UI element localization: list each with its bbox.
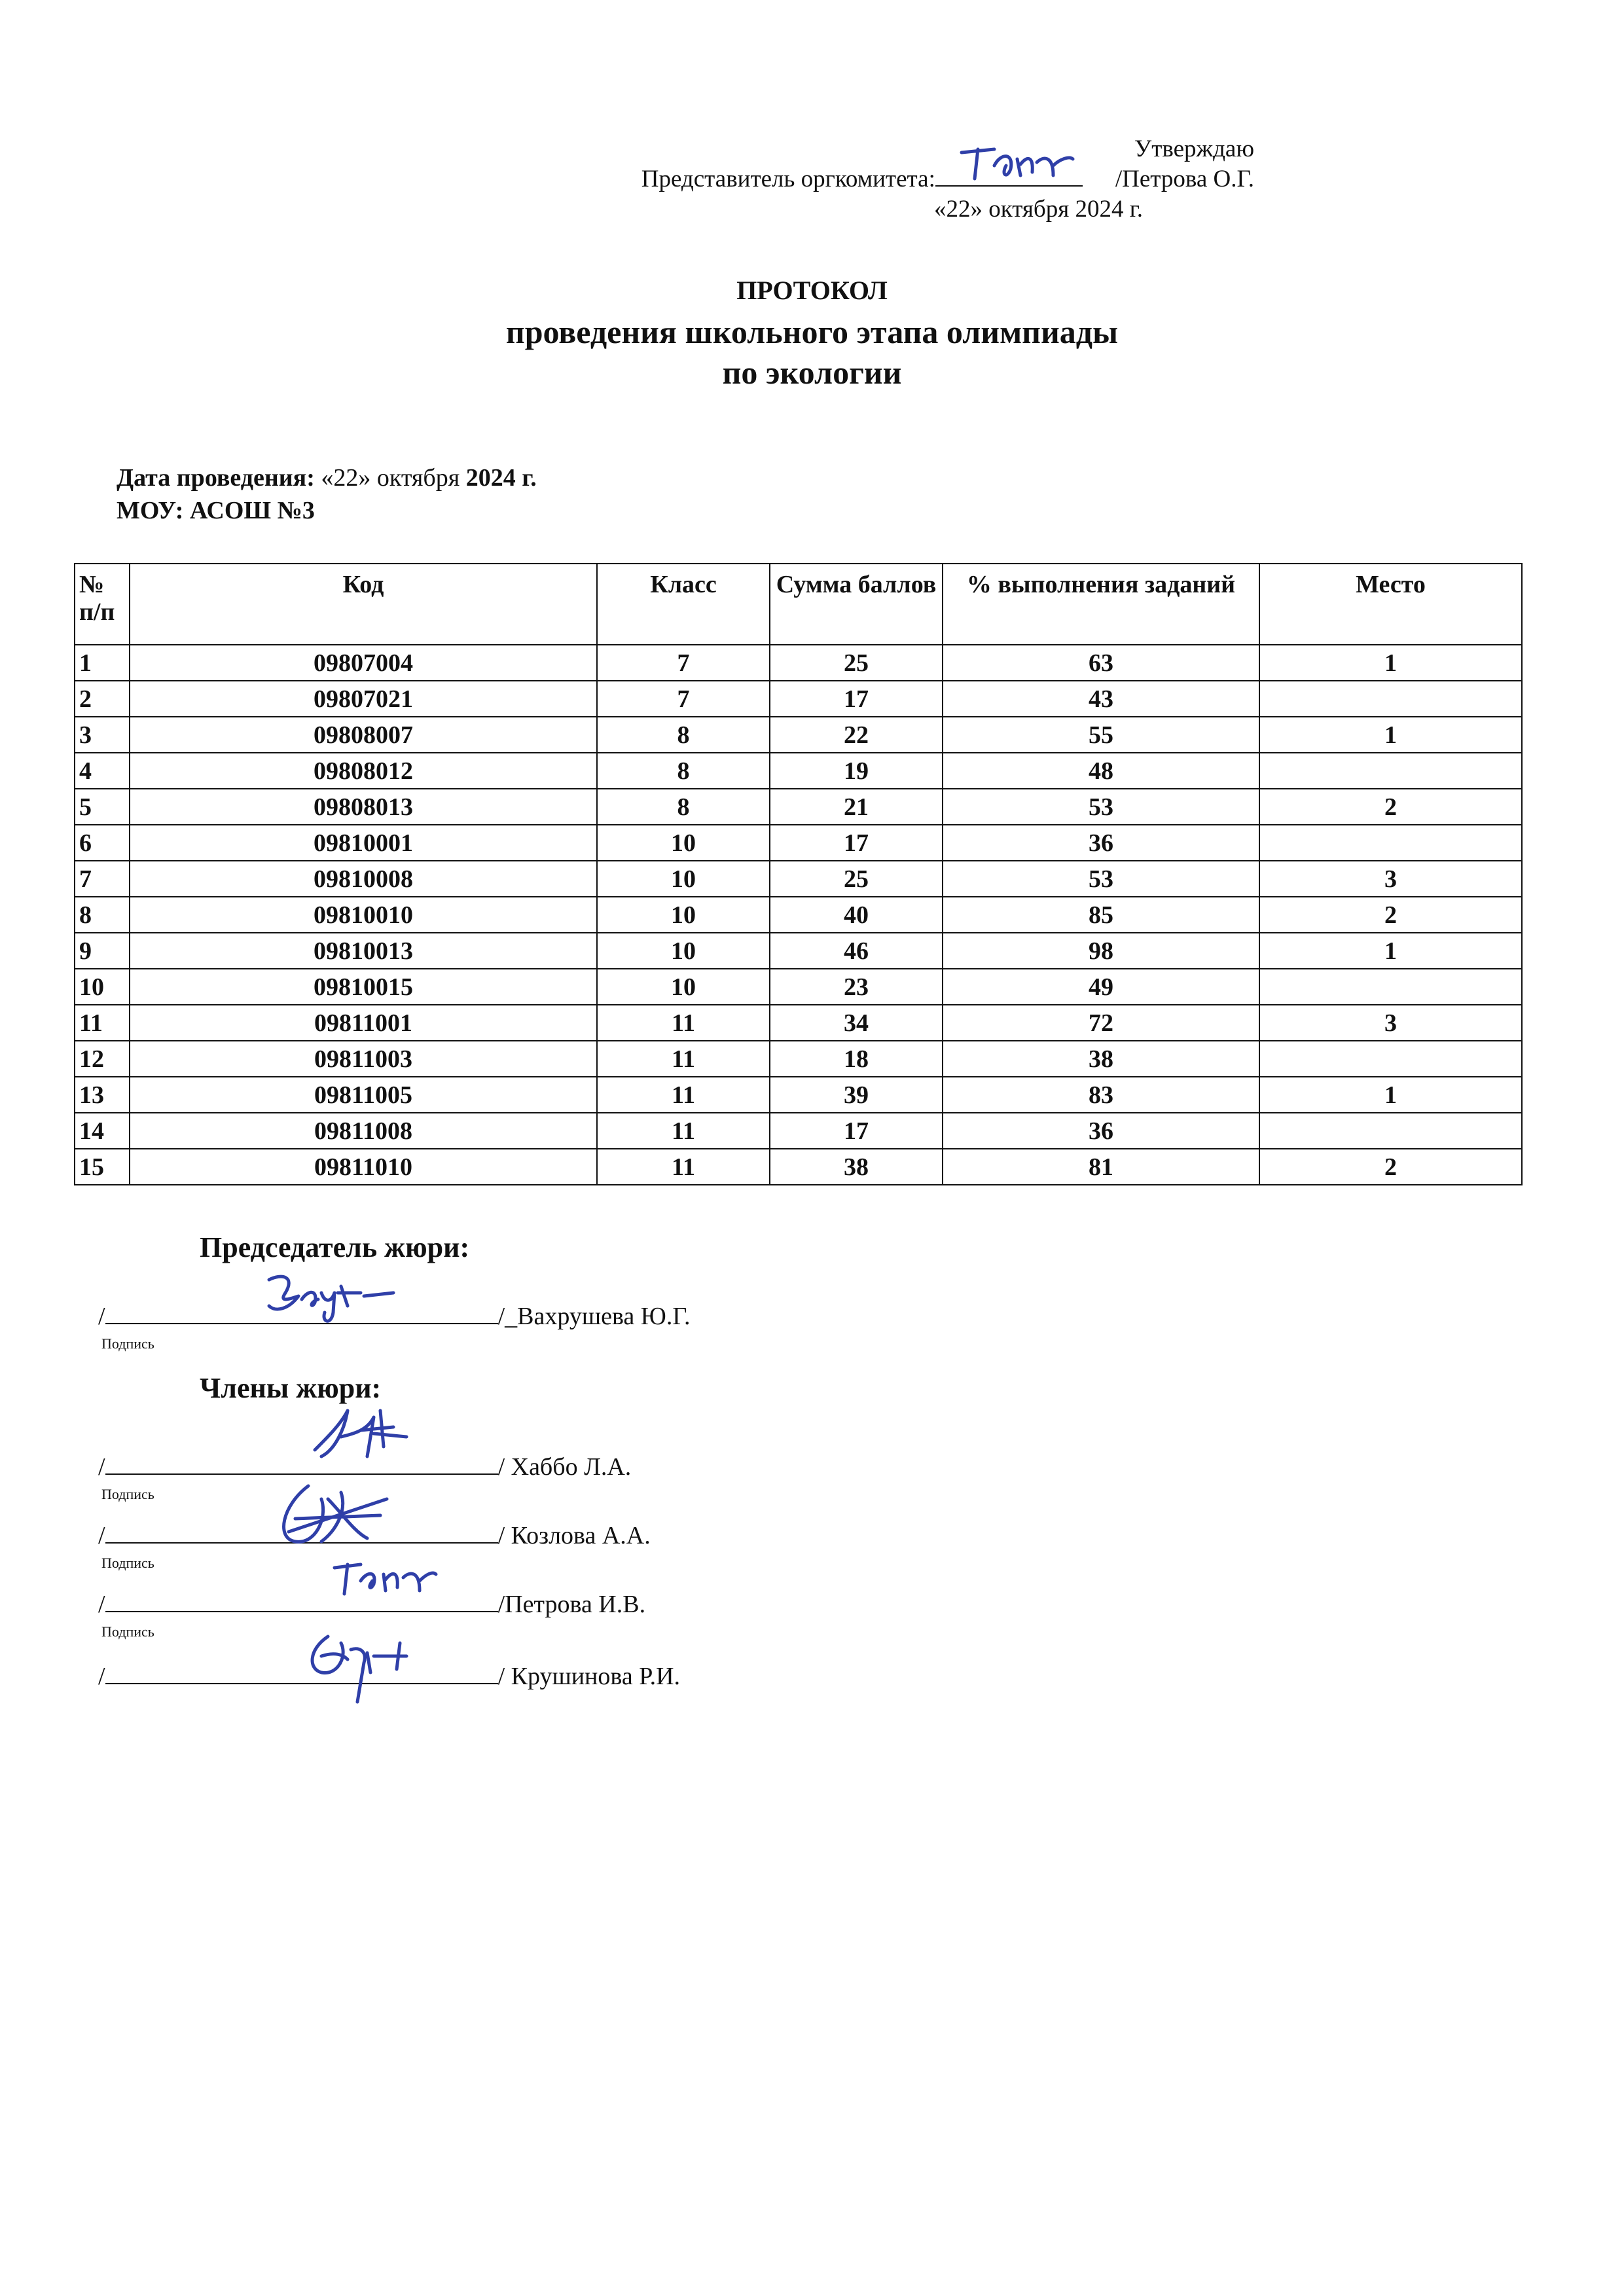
row-class: 10 [597,861,770,897]
chair-name: /_Вахрушева Ю.Г. [497,1303,691,1330]
row-number: 15 [75,1149,130,1185]
table-row [75,1149,1522,1185]
row-code: 09810010 [130,897,597,933]
header-score: Сумма баллов [770,564,943,645]
member-signature-caption: Подпись [101,1623,154,1640]
row-code: 09810013 [130,933,597,969]
row-place: 1 [1259,717,1522,753]
row-score: 34 [770,1005,943,1041]
row-number: 12 [75,1041,130,1077]
row-score: 46 [770,933,943,969]
title-protocol: ПРОТОКОЛ [736,276,888,305]
row-percent: 63 [943,645,1259,681]
row-percent: 53 [943,789,1259,825]
row-code: 09810008 [130,861,597,897]
row-place: 2 [1259,897,1522,933]
member-4-signature-icon [302,1623,433,1708]
chair-signature-caption: Подпись [101,1335,154,1352]
table-row [75,753,1522,789]
member-signature-line [105,1519,498,1544]
member-name: / Хаббо Л.А. [497,1453,632,1481]
row-class: 7 [597,645,770,681]
row-place: 1 [1259,933,1522,969]
row-place [1259,825,1522,861]
member-signature-line [105,1659,498,1684]
meta-date [117,461,537,494]
table-body [75,645,1522,1185]
row-number: 14 [75,1113,130,1149]
row-class: 11 [597,1149,770,1185]
row-class: 10 [597,933,770,969]
row-place [1259,681,1522,717]
header-class: Класс [597,564,770,645]
row-percent: 98 [943,933,1259,969]
row-number: 6 [75,825,130,861]
member-signature-caption: Подпись [101,1555,154,1571]
chair-signature-icon [256,1267,400,1329]
row-percent: 36 [943,825,1259,861]
row-code: 09811008 [130,1113,597,1149]
row-number: 4 [75,753,130,789]
title-olympiad: проведения школьного этапа олимпиады [505,314,1119,350]
row-score: 40 [770,897,943,933]
header-code: Код [130,564,597,645]
row-score: 25 [770,861,943,897]
row-number: 7 [75,861,130,897]
member-signature-row: / /Петрова И.В. [98,1587,645,1619]
row-place: 3 [1259,861,1522,897]
row-code: 09810001 [130,825,597,861]
row-percent: 49 [943,969,1259,1005]
row-place: 1 [1259,645,1522,681]
row-class: 11 [597,1077,770,1113]
row-score: 25 [770,645,943,681]
row-code: 09808012 [130,753,597,789]
representative-name: /Петрова О.Г. [1115,166,1254,192]
row-place [1259,1041,1522,1077]
row-code: 09807021 [130,681,597,717]
row-score: 17 [770,681,943,717]
row-class: 11 [597,1005,770,1041]
row-place: 2 [1259,1149,1522,1185]
row-place [1259,969,1522,1005]
row-class: 7 [597,681,770,717]
member-2-signature-icon [269,1479,400,1551]
meta-date-year: 2024 г. [465,464,537,492]
row-number: 10 [75,969,130,1005]
member-1-signature-icon [308,1398,413,1470]
member-signature-line [105,1587,498,1612]
row-code: 09810015 [130,969,597,1005]
approval-date: «22» октября 2024 г. [933,196,1143,223]
row-place [1259,1113,1522,1149]
representative-signature-icon [955,139,1079,192]
row-score: 17 [770,825,943,861]
row-place [1259,753,1522,789]
row-percent: 38 [943,1041,1259,1077]
row-score: 22 [770,717,943,753]
member-name: / Крушинова Р.И. [497,1663,681,1690]
row-score: 19 [770,753,943,789]
row-code: 09807004 [130,645,597,681]
meta-school: МОУ: АСОШ №3 [117,497,315,524]
row-score: 17 [770,1113,943,1149]
row-place: 3 [1259,1005,1522,1041]
title-subject: по экологии [722,354,902,391]
table-row [75,969,1522,1005]
table-row [75,1077,1522,1113]
table-row [75,825,1522,861]
member-signature-caption: Подпись [101,1486,154,1502]
row-code: 09811001 [130,1005,597,1041]
row-class: 8 [597,789,770,825]
row-class: 10 [597,969,770,1005]
row-percent: 43 [943,681,1259,717]
table-row [75,1041,1522,1077]
document-title [0,275,1624,393]
chair-signature-line [105,1299,498,1324]
header-number: № п/п [75,564,130,645]
table-row [75,1005,1522,1041]
row-number: 9 [75,933,130,969]
member-3-signature-icon [328,1555,439,1607]
member-name: /Петрова И.В. [497,1591,646,1618]
approval-representative [641,164,1254,194]
results-table [74,563,1523,1185]
table-row [75,897,1522,933]
row-class: 11 [597,1113,770,1149]
member-signature-line [105,1450,498,1475]
table-row [75,681,1522,717]
row-score: 21 [770,789,943,825]
row-score: 39 [770,1077,943,1113]
row-code: 09808013 [130,789,597,825]
row-number: 11 [75,1005,130,1041]
row-percent: 72 [943,1005,1259,1041]
jury-members-heading: Члены жюри: [200,1372,382,1404]
member-signature-row: / / Козлова А.А. [98,1519,651,1550]
table-row [75,861,1522,897]
table-row [75,1113,1522,1149]
meta-date-value: «22» октября [321,464,460,492]
table-row [75,645,1522,681]
representative-signature-line [935,166,1083,187]
row-percent: 85 [943,897,1259,933]
table-header-row [75,564,1522,645]
header-place: Место [1259,564,1522,645]
row-percent: 83 [943,1077,1259,1113]
row-number: 5 [75,789,130,825]
meta-date-label: Дата проведения: [117,464,315,492]
row-percent: 55 [943,717,1259,753]
representative-label: Представитель оргкомитета: [641,166,935,192]
row-class: 8 [597,717,770,753]
table-row [75,789,1522,825]
row-number: 1 [75,645,130,681]
row-percent: 53 [943,861,1259,897]
row-number: 8 [75,897,130,933]
row-class: 8 [597,753,770,789]
row-score: 18 [770,1041,943,1077]
row-code: 09811003 [130,1041,597,1077]
row-class: 11 [597,1041,770,1077]
jury-chair-signature-row: / /_Вахрушева Ю.Г. [98,1299,691,1331]
row-code: 09811010 [130,1149,597,1185]
row-class: 10 [597,897,770,933]
row-number: 13 [75,1077,130,1113]
header-percent: % выполнения заданий [943,564,1259,645]
row-number: 2 [75,681,130,717]
jury-chair-heading: Председатель жюри: [200,1231,470,1263]
row-class: 10 [597,825,770,861]
approval-heading: Утверждаю [1134,136,1254,162]
row-place: 2 [1259,789,1522,825]
member-signature-row: / / Крушинова Р.И. [98,1659,680,1691]
member-signature-row: / / Хаббо Л.А. [98,1450,631,1481]
row-score: 23 [770,969,943,1005]
row-percent: 36 [943,1113,1259,1149]
row-code: 09808007 [130,717,597,753]
row-code: 09811005 [130,1077,597,1113]
member-name: / Козлова А.А. [497,1522,651,1549]
row-number: 3 [75,717,130,753]
table-row [75,717,1522,753]
approval-block [641,134,1254,225]
row-place: 1 [1259,1077,1522,1113]
row-percent: 81 [943,1149,1259,1185]
row-score: 38 [770,1149,943,1185]
document-meta [117,461,537,527]
row-percent: 48 [943,753,1259,789]
table-row [75,933,1522,969]
